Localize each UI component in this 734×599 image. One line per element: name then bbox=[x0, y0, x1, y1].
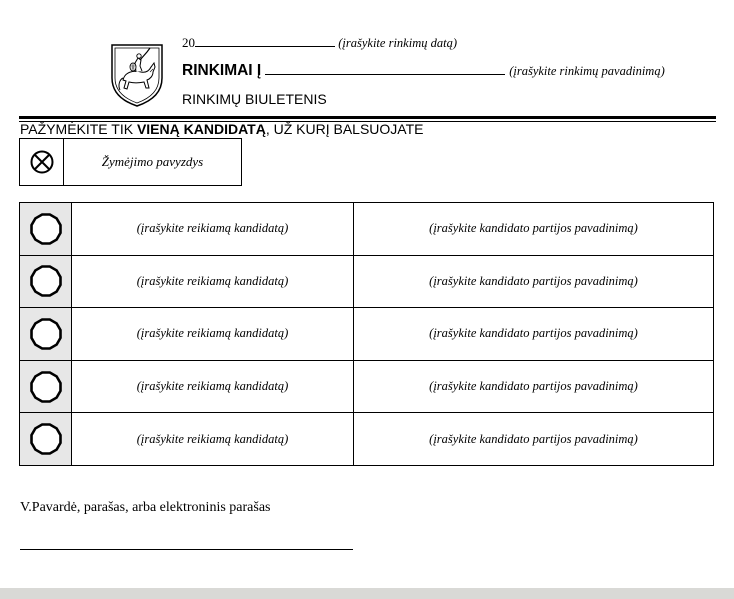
vote-circle-cell[interactable] bbox=[20, 255, 72, 308]
vote-circle-icon[interactable] bbox=[29, 212, 63, 246]
signature-line-field[interactable] bbox=[20, 549, 353, 550]
instruction-part2: , UŽ KURĮ BALSUOJATE bbox=[265, 121, 424, 137]
vote-circle-cell[interactable] bbox=[20, 360, 72, 413]
circle-x-mark-icon bbox=[29, 149, 55, 175]
coat-of-arms-icon bbox=[109, 42, 165, 108]
candidate-row bbox=[20, 203, 714, 256]
candidate-row bbox=[20, 308, 714, 361]
date-blank-field[interactable] bbox=[195, 36, 335, 47]
vote-circle-icon[interactable] bbox=[29, 370, 63, 404]
candidate-row bbox=[20, 360, 714, 413]
candidate-party: (įrašykite kandidato partijos pavadinimą) bbox=[354, 255, 714, 308]
election-date-line bbox=[182, 35, 457, 51]
instruction-part1: PAŽYMĖKITE TIK bbox=[20, 121, 137, 137]
vote-circle-cell[interactable] bbox=[20, 413, 72, 466]
vote-circle-cell[interactable] bbox=[20, 203, 72, 256]
example-mark-cell bbox=[20, 139, 64, 185]
date-hint: (įrašykite rinkimų datą) bbox=[338, 36, 457, 50]
vote-circle-cell[interactable] bbox=[20, 308, 72, 361]
instruction-emphasis: VIENĄ KANDIDATĄ bbox=[136, 121, 266, 137]
candidate-name: (įrašykite reikiamą kandidatą) bbox=[72, 360, 354, 413]
marking-example-box bbox=[19, 138, 242, 186]
voting-instruction bbox=[20, 121, 423, 137]
election-name-hint: (įrašykite rinkimų pavadinimą) bbox=[509, 64, 665, 78]
bottom-bar bbox=[0, 588, 734, 599]
candidate-name: (įrašykite reikiamą kandidatą) bbox=[72, 255, 354, 308]
signature-label: V.Pavardė, parašas, arba elektroninis parašas bbox=[20, 500, 271, 515]
candidate-party: (įrašykite kandidato partijos pavadinimą) bbox=[354, 360, 714, 413]
candidate-row bbox=[20, 255, 714, 308]
election-title-line bbox=[182, 61, 665, 80]
candidate-party: (įrašykite kandidato partijos pavadinimą) bbox=[354, 308, 714, 361]
vote-circle-icon[interactable] bbox=[29, 317, 63, 351]
candidate-row bbox=[20, 413, 714, 466]
header-divider-thick bbox=[19, 116, 716, 119]
ballot-subtitle: RINKIMŲ BIULETENIS bbox=[182, 91, 327, 107]
election-title-label: RINKIMAI Į bbox=[182, 62, 262, 79]
candidate-name: (įrašykite reikiamą kandidatą) bbox=[72, 308, 354, 361]
candidate-party: (įrašykite kandidato partijos pavadinimą) bbox=[354, 413, 714, 466]
example-label: Žymėjimo pavyzdys bbox=[101, 154, 204, 169]
vote-circle-icon[interactable] bbox=[29, 422, 63, 456]
candidate-name: (įrašykite reikiamą kandidatą) bbox=[72, 203, 354, 256]
candidate-party: (įrašykite kandidato partijos pavadinimą) bbox=[354, 203, 714, 256]
candidate-table bbox=[19, 202, 714, 466]
candidate-name: (įrašykite reikiamą kandidatą) bbox=[72, 413, 354, 466]
vote-circle-icon[interactable] bbox=[29, 264, 63, 298]
date-prefix: 20 bbox=[182, 35, 195, 50]
election-name-blank-field[interactable] bbox=[265, 61, 505, 75]
